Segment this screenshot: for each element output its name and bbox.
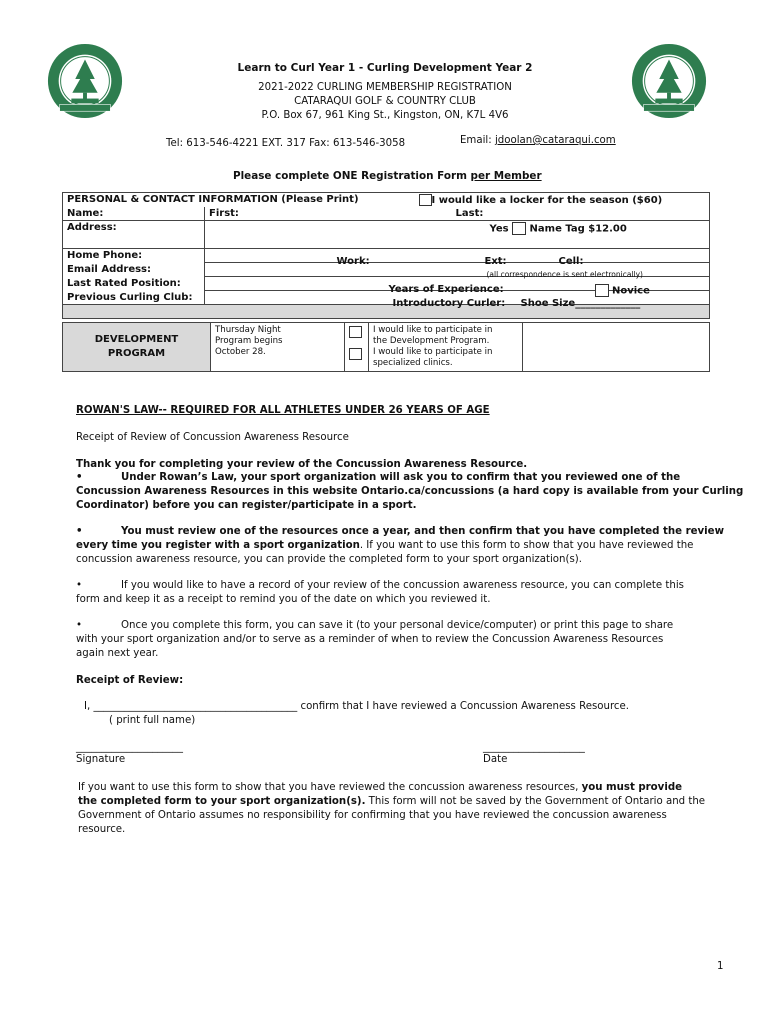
- bullet-4: [76, 619, 744, 661]
- bullet2-line3: concussion awareness resource, you can provide the completed form to your sport organization(s).: [76, 554, 582, 565]
- final-bold2: the completed form to your sport organization(s).: [78, 796, 366, 807]
- club-phone-fax: Tel: 613-546-4221 EXT. 317 Fax: 613-546-3058: [166, 138, 406, 149]
- option2-line1: I would like to participate in: [373, 347, 493, 357]
- address-label: Address:: [63, 221, 205, 249]
- bullet1-line3: Coordinator) before you can register/participate in a sport.: [76, 500, 417, 511]
- bullet4-line2: with your sport organization and/or to serve as a reminder of when to review the Concussion Awareness Resources: [76, 634, 664, 645]
- novice-label: Novice: [611, 285, 650, 296]
- work-label: Work:: [336, 255, 370, 267]
- email-address-label: Email Address:: [63, 263, 205, 277]
- club-address: P.O. Box 67, 961 King St., Kingston, ON, K7L 4V6: [261, 110, 509, 121]
- instruction: [233, 170, 542, 182]
- thanks-text: Thank you for completing your review of the Concussion Awareness Resource.: [76, 459, 528, 470]
- personal-info-row: [63, 193, 710, 207]
- club-logo-right: [630, 42, 708, 120]
- experience-fields[interactable]: [205, 277, 710, 296]
- bullet4-line3: again next year.: [76, 648, 159, 659]
- final-paragraph: [78, 781, 746, 837]
- phone-fields[interactable]: [205, 249, 710, 267]
- bullet-dot: •: [76, 580, 83, 591]
- registration-heading: 2021-2022 CURLING MEMBERSHIP REGISTRATION: [258, 82, 512, 93]
- bullet3-line1: If you would like to have a record of your review of the concussion awareness resource, you can complete this: [121, 580, 684, 591]
- development-program-table: [62, 322, 710, 372]
- signature-label: Signature: [76, 754, 126, 765]
- cell-label: Cell:: [558, 255, 584, 267]
- bullet-2: [76, 525, 744, 567]
- email-link[interactable]: jdoolan@cataraqui.com: [494, 135, 616, 146]
- receipt-title: Receipt of Review of Concussion Awareness Resource: [76, 432, 349, 443]
- section-title: PERSONAL & CONTACT INFORMATION (Please Print): [67, 194, 359, 206]
- bullet1-line1: Under Rowan’s Law, your sport organization will ask you to confirm that you reviewed one of the: [121, 472, 681, 483]
- home-phone-label: Home Phone:: [63, 249, 205, 263]
- bullet-dot: •: [76, 620, 83, 631]
- receipt-label: Receipt of Review:: [76, 675, 184, 686]
- club-name: CATARAQUI GOLF & COUNTRY CLUB: [294, 96, 476, 107]
- signature-line[interactable]: _____________________: [76, 742, 183, 753]
- locker-label: I would like a locker for the season ($60): [431, 194, 663, 206]
- bullet2-rest: . If you want to use this form to show that you have reviewed the: [359, 540, 694, 551]
- rowans-law-heading: ROWAN'S LAW-- REQUIRED FOR ALL ATHLETES UNDER 26 YEARS OF AGE: [76, 405, 490, 416]
- address-field[interactable]: [205, 221, 710, 249]
- club-logo-left: [46, 42, 124, 120]
- bullet1-line2: Concussion Awareness Resources in this website Ontario.ca/concussions (a hard copy is available from your Curling: [76, 486, 744, 497]
- dev-options: [369, 323, 523, 372]
- dev-label-line1: DEVELOPMENT: [94, 334, 179, 345]
- bullet-dot: •: [76, 526, 83, 537]
- name-label: Name:: [63, 207, 205, 221]
- schedule-line1: Thursday Night: [215, 325, 281, 335]
- print-name-label: ( print full name): [109, 715, 196, 726]
- option1-line1: I would like to participate in: [373, 325, 493, 335]
- option2-line2: specialized clinics.: [373, 358, 453, 368]
- confirm-line[interactable]: I, ________________________________________ confirm that I have reviewed a Concussion Awareness Resource.: [84, 701, 630, 712]
- club-email: [460, 135, 616, 146]
- intro-curler-label: Introductory Curler:: [392, 297, 506, 309]
- dev-label-line2: PROGRAM: [107, 348, 166, 359]
- email-label: Email:: [460, 135, 492, 146]
- name-tag-label: Name Tag $12.00: [529, 223, 627, 235]
- dev-checkboxes: [345, 323, 369, 372]
- first-name-label: First:: [209, 207, 239, 219]
- schedule-line3: October 28.: [215, 347, 266, 357]
- clinics-checkbox[interactable]: [349, 348, 362, 360]
- final-line3: Government of Ontario assumes no responsibility for confirming that you have reviewed the concussion awareness: [78, 810, 667, 821]
- name-fields: [205, 207, 710, 221]
- final-rest: This form will not be saved by the Government of Ontario and the: [365, 796, 706, 807]
- form-title: Learn to Curl Year 1 - Curling Development Year 2: [237, 62, 533, 74]
- date-label: Date: [483, 754, 508, 765]
- final-line1: If you want to use this form to show that you have reviewed the concussion awareness resources,: [78, 782, 582, 793]
- email-address-field[interactable]: [205, 263, 710, 277]
- bullet-1: [76, 471, 744, 513]
- last-rated-label: Last Rated Position:: [63, 277, 205, 291]
- dev-empty-cell: [523, 323, 710, 372]
- dev-program-checkbox[interactable]: [349, 326, 362, 338]
- final-line4: resource.: [78, 824, 126, 835]
- last-name-label: Last:: [455, 207, 484, 219]
- shoe-size-label: Shoe Size_____________: [520, 297, 641, 309]
- instruction-underlined: per Member: [470, 170, 542, 182]
- final-bold1: you must provide: [581, 782, 683, 793]
- yes-label: Yes: [489, 223, 509, 235]
- schedule-line2: Program begins: [215, 336, 283, 346]
- bullet2-line1: You must review one of the resources once a year, and then confirm that you have completed the review: [121, 526, 724, 537]
- instruction-text: Please complete ONE Registration Form: [233, 170, 471, 182]
- dev-schedule: [211, 323, 345, 372]
- bullet4-line1: Once you complete this form, you can save it (to your personal device/computer) or print this page to share: [121, 620, 674, 631]
- novice-checkbox[interactable]: [595, 284, 609, 297]
- dev-program-label: [63, 323, 211, 372]
- personal-info-table: [62, 192, 710, 319]
- years-experience-label: Years of Experience:: [388, 283, 504, 295]
- bullet3-line2: form and keep it as a receipt to remind you of the date on which you reviewed it.: [76, 594, 491, 605]
- email-note: (all correspondence is sent electronically): [486, 269, 643, 279]
- prev-club-label: Previous Curling Club:: [63, 291, 205, 305]
- name-tag-checkbox[interactable]: [512, 222, 526, 235]
- bullet-dot: •: [76, 472, 83, 483]
- date-line[interactable]: ____________________: [483, 742, 585, 753]
- bullet2-bold: every time you register with a sport organization: [76, 540, 360, 551]
- ext-label: Ext:: [484, 255, 507, 267]
- option1-line2: the Development Program.: [373, 336, 490, 346]
- bullet-3: [76, 579, 744, 607]
- locker-checkbox[interactable]: [419, 194, 432, 206]
- page-number: 1: [717, 961, 724, 972]
